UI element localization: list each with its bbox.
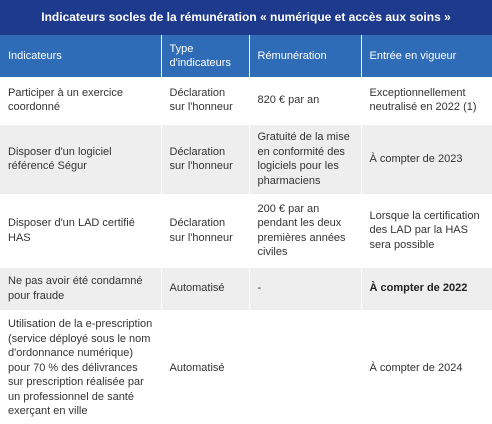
cell-indicator: Participer à un exercice coordonné [0, 77, 161, 124]
cell-type: Déclaration sur l'honneur [161, 77, 249, 124]
cell-type: Déclaration sur l'honneur [161, 124, 249, 194]
cell-remuneration: Gratuité de la mise en conformité des logiciels pour les pharmaciens [249, 124, 361, 194]
cell-effective: Exceptionnellement neutralisé en 2022 (1) [361, 77, 492, 124]
cell-remuneration: 820 € par an [249, 77, 361, 124]
cell-indicator: Utilisation de la e-prescription (service déployé sous le nom d'ordonnance numérique) pour 70 % des délivrances sur prescription réalisée par un professionnel de santé exerçant en ville [0, 310, 161, 424]
indicators-table [0, 35, 492, 424]
header-type: Type d'indicateurs [161, 35, 249, 77]
header-indicateurs: Indicateurs [0, 35, 161, 77]
table-row [0, 194, 492, 267]
cell-indicator: Disposer d'un logiciel référencé Ségur [0, 124, 161, 194]
cell-indicator: Ne pas avoir été condamné pour fraude [0, 267, 161, 310]
cell-indicator: Disposer d'un LAD certifié HAS [0, 194, 161, 267]
cell-effective: À compter de 2023 [361, 124, 492, 194]
cell-effective: Lorsque la certification des LAD par la HAS sera possible [361, 194, 492, 267]
cell-effective: À compter de 2024 [361, 310, 492, 424]
cell-effective: À compter de 2022 [361, 267, 492, 310]
table-row [0, 124, 492, 194]
header-entree-en-vigueur: Entrée en vigueur [361, 35, 492, 77]
header-remuneration: Rémunération [249, 35, 361, 77]
table-row [0, 77, 492, 124]
table-row [0, 310, 492, 424]
cell-type: Automatisé [161, 267, 249, 310]
table-caption: Indicateurs socles de la rémunération « numérique et accès aux soins » [0, 0, 492, 35]
cell-type: Déclaration sur l'honneur [161, 194, 249, 267]
cell-remuneration: - [249, 267, 361, 310]
cell-remuneration [249, 310, 361, 424]
table-row [0, 267, 492, 310]
cell-remuneration: 200 € par an pendant les deux premières années civiles [249, 194, 361, 267]
cell-type: Automatisé [161, 310, 249, 424]
table-header-row [0, 35, 492, 77]
